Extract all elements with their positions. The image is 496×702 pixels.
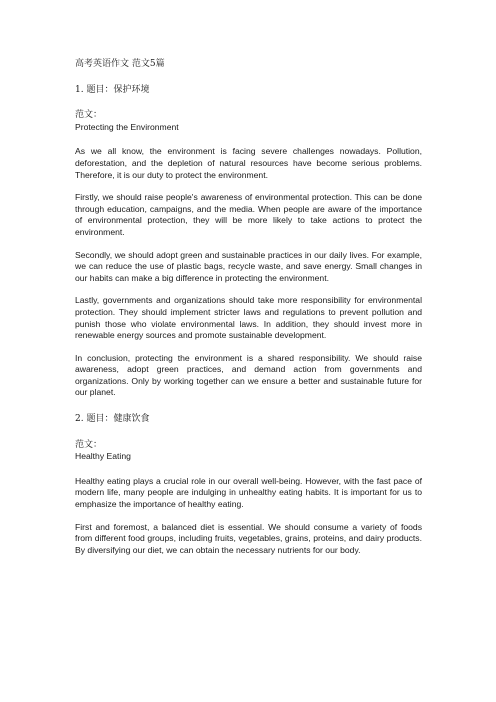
sample-label: 范文： <box>75 110 103 121</box>
section-heading: 1. 题目：保护环境 <box>75 84 150 95</box>
document-title: 高考英语作文 范文5篇 <box>75 59 165 69</box>
essay-paragraph: Secondly, we should adopt green and sustainable practices in our daily lives. For example, we can reduce the use of plastic bags, recycle waste, and save energy. Small changes in our habits can make a big difference in protecting the environment. <box>75 249 422 283</box>
document-body <box>75 59 422 567</box>
essay-title: Healthy Eating <box>75 451 131 462</box>
essay-paragraph: First and foremost, a balanced diet is essential. We should consume a variety of foods from different food groups, including fruits, vegetables, grains, proteins, and dairy products. By diversifying our diet, we can obtain the necessary nutrients for our body. <box>75 521 422 555</box>
essay-title: Protecting the Environment <box>75 121 179 132</box>
sample-label: 范文： <box>75 439 103 450</box>
essay-paragraph: As we all know, the environment is facing severe challenges nowadays. Pollution, deforestation, and the depletion of natural resources have become serious problems. Therefore, it is our duty to protect the environment. <box>75 146 422 180</box>
essay-paragraph: In conclusion, protecting the environment is a shared responsibility. We should raise awareness, adopt green practices, and demand action from governments and organizations. Only by working together can we ensure a better and sustainable future for our planet. <box>75 352 422 398</box>
essay-paragraph: Lastly, governments and organizations should take more responsibility for environmental protection. They should implement stricter laws and regulations to prevent pollution and punish those who violate environmental laws. In addition, they should invest more in renewable energy sources and promote sustainable development. <box>75 295 422 341</box>
essay-paragraph: Firstly, we should raise people's awareness of environmental protection. This can be done through education, campaigns, and the media. When people are aware of the importance of environmental protection, they will be more likely to take actions to protect the environment. <box>75 192 422 237</box>
section-heading: 2. 题目：健康饮食 <box>75 414 150 425</box>
essay-paragraph: Healthy eating plays a crucial role in our overall well-being. However, with the fast pace of modern life, many people are indulging in unhealthy eating habits. It is important for us to emphasize the importance of healthy eating. <box>75 475 422 510</box>
